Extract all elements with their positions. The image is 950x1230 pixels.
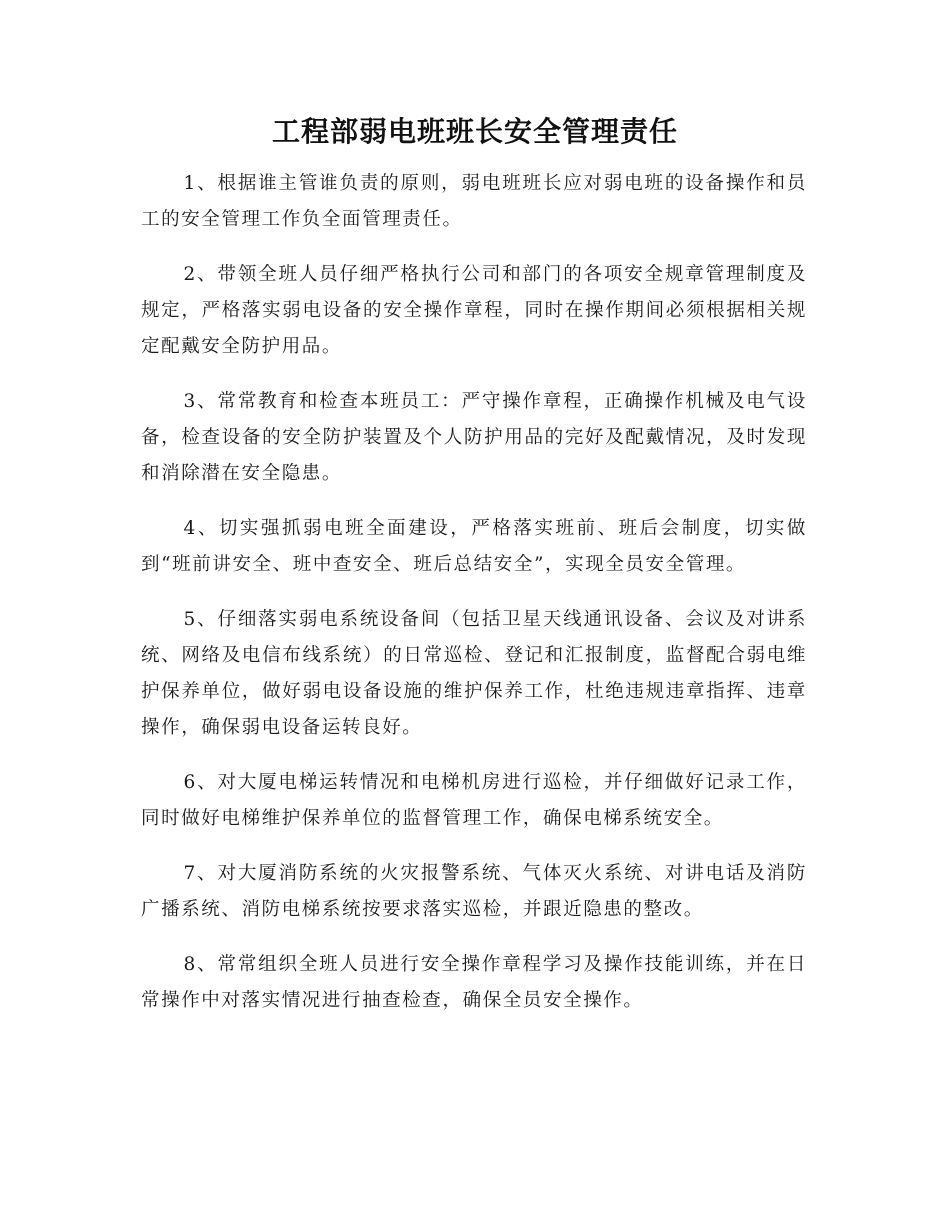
document-title: 工程部弱电班班长安全管理责任 xyxy=(271,115,678,148)
paragraph-3: 3、常常教育和检查本班员工：严守操作章程，正确操作机械及电气设备，检查设备的安全防护装置及个人防护用品的完好及配戴情况，及时发现和消除潜在安全隐患。 xyxy=(141,391,807,484)
paragraph-4: 4、切实强抓弱电班全面建设，严格落实班前、班后会制度，切实做到“班前讲安全、班中查安全、班后总结安全”，实现全员安全管理。 xyxy=(141,518,807,575)
paragraph-2: 2、带领全班人员仔细严格执行公司和部门的各项安全规章管理制度及规定，严格落实弱电设备的安全操作章程，同时在操作期间必须根据相关规定配戴安全防护用品。 xyxy=(141,264,807,357)
document-body xyxy=(141,166,807,1038)
paragraph-8: 8、常常组织全班人员进行安全操作章程学习及操作技能训练，并在日常操作中对落实情况进行抽查检查，确保全员安全操作。 xyxy=(141,954,807,1011)
paragraph-5: 5、仔细落实弱电系统设备间（包括卫星天线通讯设备、会议及对讲系统、网络及电信布线系统）的日常巡检、登记和汇报制度，监督配合弱电维护保养单位，做好弱电设备设施的维护保养工作，杜绝违规违章指挥、违章操作，确保弱电设备运转良好。 xyxy=(141,609,807,738)
paragraph-7: 7、对大厦消防系统的火灾报警系统、气体灭火系统、对讲电话及消防广播系统、消防电梯系统按要求落实巡检，并跟近隐患的整改。 xyxy=(141,863,807,920)
paragraph-1: 1、根据谁主管谁负责的原则，弱电班班长应对弱电班的设备操作和员工的安全管理工作负全面管理责任。 xyxy=(141,173,807,230)
paragraph-6: 6、对大厦电梯运转情况和电梯机房进行巡检，并仔细做好记录工作，同时做好电梯维护保养单位的监督管理工作，确保电梯系统安全。 xyxy=(141,772,807,829)
